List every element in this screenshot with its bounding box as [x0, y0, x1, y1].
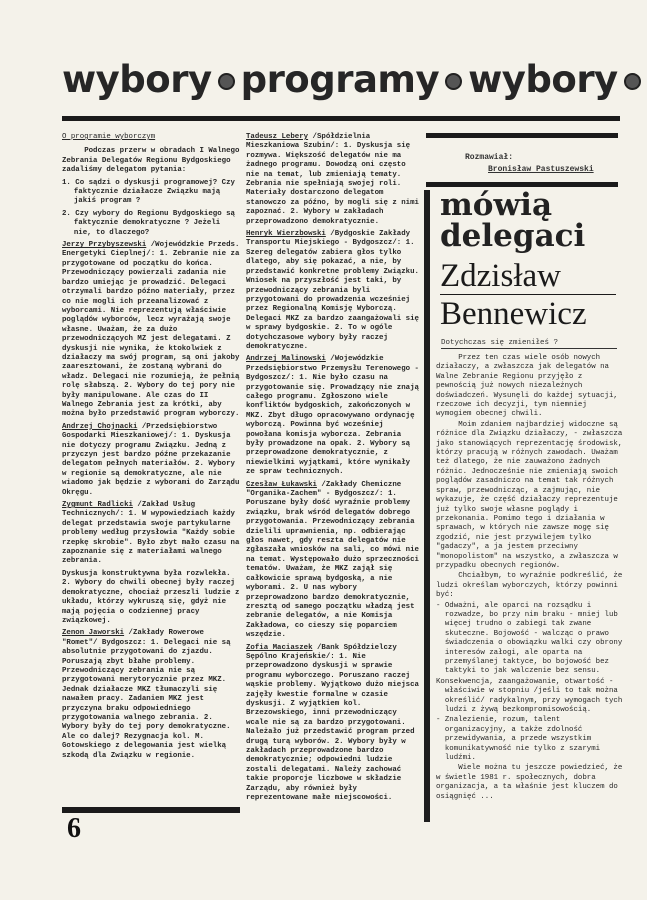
interview-top-rule [426, 133, 618, 138]
kicker-heading [440, 187, 586, 254]
respondent-entry [62, 241, 242, 420]
respondent-answer: 1. Poruszane były dość wyraźnie problemy związku, brak wśród delegatów dobrego przygotowania. Przewodniczący zebrania dzielili uprawnienia, np. odbierając głos nawet, gdy reszta delegatów nie zgłaszała wniosków na sali, co mówi nie na temat. Występowało dużo sprzeczności tematów. Uważam, że MKZ zajął się całkowicie sprawą bydgoską, a nie wyborami. 2. U nas wybory przeprowadzono bardzo demokratycznie, zresztą od samego początku władzą jest zebranie delegatów, a nie Komisja Zakładowa, co cieszy się poparciem wszędzie. [246, 490, 419, 640]
page-title [62, 58, 632, 101]
interview-question: Dotychczas się zmieniłeś ? [441, 339, 617, 349]
header-rule [62, 116, 620, 121]
respondent-answer: 1. Zebranie nie za przygotowane od początku do końca. Przewodniczący powierzali zadania nie bardzo umiejąc je prowadzić. Delegaci otrzymali bardzo późno materiały, przez co nie mogli ich przeanalizować z wyborcami. Nie reprezentują właściwie poglądów wyborców, lecz wyrażają swoje własne. Uważam, że za dużo przewodniczących MZ jest delegatami. Z dyskusji nie wynika, że ktokolwiek z działaczy ma swój program, są oni jakoby zaaresztowani, że zostaną wybrani do władz. Delegaci nie rozumieją, że pełnią rolę słabszą. 2. Wybory do tej pory nie były manipulowane. Ale czas do II Walnego Zebrania jest za krótki, aby można było przedstawić program wyborczy. [62, 250, 240, 419]
respondent-answer: 1. Delegaci nie są absolutnie przygotowani do zjazdu. Poruszają zbyt błahe problemy. Przewodniczący zebrania nie są przygotowani merytorycznie przez MKZ. Jednak działacze MKZ tłumaczyli się nawałem pracy. Zadaniem MKZ jest przyczyna braku odpowiedniego przygotowania walnego zebrania. 2. Wybory były do tej pory demokratyczne. Ale co dalej? Rezygnacja kol. M. Gotowskiego z delegowania jest wielką szkodą dla Związku w regionie. [62, 638, 231, 760]
kicker-line: mówią [440, 187, 553, 223]
left-column [62, 133, 242, 764]
respondent-name: Zenon Jaworski [62, 629, 125, 638]
respondent-affiliation: /Wojewódzkie Przeds. Energetyki Cieplnej/: [62, 241, 240, 259]
question-1: 1. Co sądzi o dyskusji programowej? Czy faktycznie działacze Związku mają jakiś program ? [62, 178, 235, 206]
respondent-answer: 1. W wypowiedziach każdy delegat przedstawia swoje partykularne problemy według przysłowia "Każdy sobie rzepkę skrobie". Było zbyt mało czasu na zapoznanie się z materiałami walnego zebrania. [62, 510, 240, 566]
section-heading: O programie wyborczym [62, 133, 156, 141]
respondent-name: Tadeusz Lebery [246, 133, 309, 141]
respondent-answer: 1. Nie przeprowadzono dyskusji w sprawie programu wyborczego. Poruszano raczej wąskie problemy. Wyjątkowo dużo miejsca zajęły kwestie formalne w czasie dyskusji. Z wyjątkiem kol. Brzezowskiego, inni przewodniczący wcale nie są za bardzo przygotowani. Należało już przedstawić program przed drugą turą wyborów. 2. Wybory były w zakładach przeprowadzone bardzo demokratycznie; odpowiedni ludzie zostali delegatami. Należy zachować takie proporcje liczbowe w składzie Zarządu, aby również były reprezentowane małe miejscowości. [246, 652, 419, 803]
title-word: programy [240, 58, 440, 101]
respondent-entry [62, 570, 242, 626]
respondent-affiliation: /Bank Spółdzielczy Sępólno Krajeńskie/: [246, 643, 397, 661]
interviewer-label: Rozmawiał: [465, 153, 514, 162]
list-item: - Odważni, ale oparci na rozsądku i rozwadze, bo przy nim braku - mniej lub więcej trudno o zabiegi tak zwane skuteczne. Bojowość - walcząc o prawo świadczenia o obowiązku walki czy obrony interesów załogi, ale oparta na przemyślanej taktyce, bo bojowość bez taktyki to jak walczenie bez sensu. [436, 601, 623, 676]
title-word: wybory [468, 58, 618, 101]
respondent-answer: 1. Nie było czasu na przygotowanie się. Prowadzący nie znają całego programu. Zgłoszono wiele konfliktów bydgoskich, zakończonych w MKZ. Zbyt długo opracowywano ordynację wyborczą. Powinna być wcześniej powołana komisja wyborcza. Zebrania były prowadzone na opak. 2. Wybory są przeprowadzone demokratycznie, z niewielkimi wyjątkami, które wynikały ze spraw technicznych. [246, 374, 419, 477]
paragraph: Chciałbym, to wyraźnie podkreślić, że ludzi określam wyborczych, którzy powinni być: [436, 572, 623, 600]
respondent-entry [246, 230, 422, 352]
respondent-name: Zofia Maciaszek [246, 643, 313, 652]
right-column [436, 354, 626, 803]
question-2: 2. Czy wybory do Regionu Bydgoskiego są faktycznie demokratyczne ? Jeżeli nie, to dlaczego? [62, 209, 235, 237]
respondent-entry [62, 423, 242, 498]
respondent-name: Andrzej Chojnacki [62, 422, 138, 431]
bullet-dot-icon [218, 73, 235, 90]
list-item: Konsekwencja, zaangażowanie, otwartość - właściwie w stopniu /jeśli to tak można określić/ radykalnym, przy wymogach tych ludzi z żywą bezkompromisowością. [436, 677, 623, 715]
paragraph: Moim zdaniem najbardziej widoczne są różnice dla Związku działaczy, - zwłaszcza jako stanowiących reprezentację środowisk, którzy pracują w różnych zawodach. Uważam też dlatego, że nie zauważono żadnych różnic. Jednocześnie nie zmieniają swoich poglądów zasadniczo na temat tak różnych spraw, przewodnicząc, a zajmując, nie wykazuje, że część działaczy reprezentuje już tylko swoje własne poglądy i przekonania. Pomimo tego i działania w sprawach, w których nie zawsze mogę się zgodzić, nie jest przywilejem tylko "gadaczy", a ja jestem przeciwny "monopolistom" na wszystko, a zwłaszcza w przypadku obecnych regionów. [436, 420, 623, 570]
respondent-answer: 1. Dyskusja nie dotyczy programu Związku. Jedną z przyczyn jest bardzo późne przekazanie delegatom pełnych materiałów. 2. Wybory w regionie są demokratyczne, ale nie wiadomo jak będzie z wyborami do Zarządu Okręgu. [62, 432, 240, 497]
respondent-answer: 1. Szereg delegatów zabiera głos tylko dlatego, aby się pokazać, a nie, by przedstawić konkretne problemy Związku. Wniosek na przyszłość jest taki, by przewodniczący zebrania byli przygotowani do prowadzenia wcześniej przez Regionalną Komisję Wyborczą. Delegaci MKZ za bardzo zaangażowali się w sprawy bydgoskie. 2. To w ogóle dotychczasowe wybory były raczej demokratyczne. [246, 239, 419, 351]
vertical-bar [424, 190, 430, 822]
left-entries [62, 241, 242, 761]
kicker-line: delegaci [440, 218, 586, 254]
bullet-dot-icon [445, 73, 462, 90]
respondent-affiliation: /Zakład Usług Technicznych/: [62, 501, 196, 519]
respondent-name: Jerzy Przybyszewski [62, 241, 147, 250]
respondent-name: Andrzej Malinowski [246, 355, 326, 364]
respondent-name: Zygmunt Radlicki [62, 501, 133, 510]
middle-entries [246, 133, 422, 803]
respondent-entry [62, 629, 242, 761]
respondent-affiliation: /Zakłady Rowerowe "Romet"/ Bydgoszcz: [62, 629, 204, 647]
intro-paragraph: Podczas przerw w obradach I Walnego Zebrania Delegatów Regionu Bydgoskiego zadaliśmy delegatom pytania: [62, 147, 240, 175]
last-name: Bennewicz [440, 296, 587, 332]
respondent-entry [246, 481, 422, 641]
respondent-affiliation: /Przedsiębiorstwo Gospodarki Mieszkaniowej/: [62, 422, 218, 441]
name-divider [440, 294, 616, 295]
list-item: - Znalezienie, rozum, talent organizacyjny, a także zdolność przewidywania, a przede wszystkim komunikatywność nie tylko z szarymi ludźmi. [436, 716, 601, 763]
respondent-name: Henryk Wierzbowski [246, 230, 326, 239]
respondent-affiliation: /Bydgoskie Zakłady Transportu Miejskiego - Bydgoszcz/: [246, 230, 411, 248]
page-number: 6 [67, 813, 81, 844]
respondent-affiliation: /Zakłady Chemiczne "Organika-Zachem" - Bydgoszcz/: [246, 480, 402, 499]
respondent-answer: 1. Dyskusja się rozmywa. Większość delegatów nie ma żadnego programu. Dowodzą oni często nie na temat, lub zmieniają tematy. Zebrania nie spełniają swojej roli. Materiały dostarczono delegatom stanowczo za późno, by mogli się z nimi zapoznać. 2. Wybory w zakładach przeprowadzono demokratycznie. [246, 142, 419, 226]
respondent-affiliation: /Wojewódzkie Przedsiębiorstwo Przemysłu Terenowego - Bydgoszcz/: [246, 355, 419, 383]
respondent-entry [246, 644, 422, 804]
respondent-affiliation: /Spółdzielnia Mieszkaniowa Szubin/: [246, 133, 371, 151]
respondent-entry [246, 355, 422, 477]
respondent-entry [246, 133, 422, 227]
interviewer-name: Bronisław Pastuszewski [488, 165, 594, 174]
respondent-name: Czesław Łukawski [246, 480, 317, 489]
middle-column [246, 133, 422, 806]
paragraph: Przez ten czas wiele osób nowych działaczy, a zwłaszcza jak delegatów na Walne Zebranie Regionu przyjęło z pewnością już nowych niezależnych doświadczeń. Wysunęli do każdej sytuacji, rzeczowe ich decyzji, tym niemniej wymogiem obecnej chwili. [436, 354, 618, 419]
list-item: Wiele można tu jeszcze powiedzieć, że w świetle 1981 r. społecznych, dobra organizacja, a ta właśnie jest kluczem do osiągnięć ... [436, 764, 623, 801]
bullet-dot-icon [624, 73, 641, 90]
first-name: Zdzisław [440, 258, 561, 294]
respondent-entry [62, 501, 242, 567]
footer-rule [62, 807, 240, 813]
respondent-answer: Dyskusja konstruktywna była rozwlekła. 2. Wybory do chwili obecnej były raczej demokratyczne, chociaż przeszli ludzie z układu, którzy wykruszą się, gdyż nie mają pojęcia o codziennej pracy związkowej. [62, 569, 240, 625]
title-word: wybory [62, 58, 212, 101]
